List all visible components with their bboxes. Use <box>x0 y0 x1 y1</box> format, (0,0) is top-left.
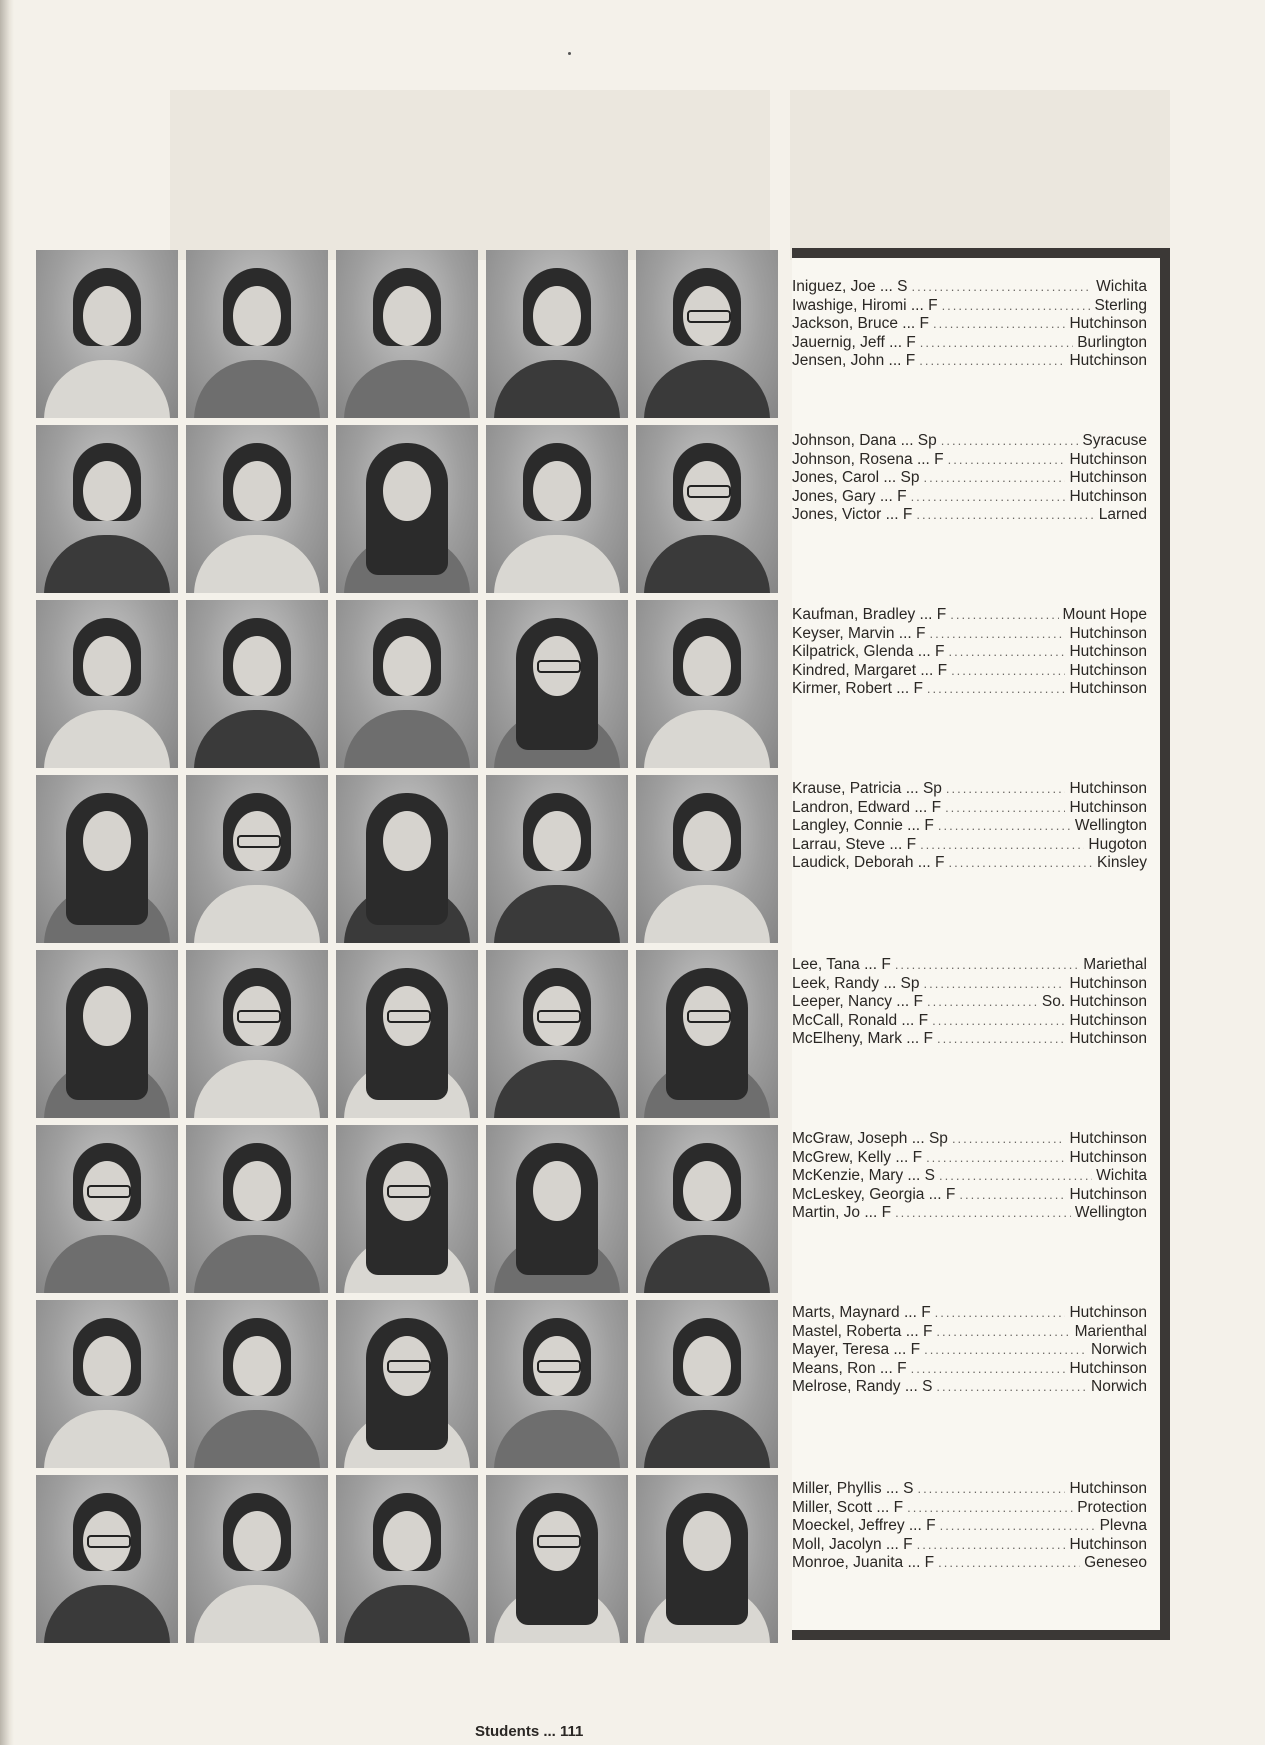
leader-dots <box>927 993 1038 1012</box>
leader-dots <box>940 1517 1096 1536</box>
student-portrait <box>336 600 478 768</box>
portrait-body-shape <box>644 1235 770 1293</box>
roster-entry <box>792 334 1147 353</box>
portrait-body-shape <box>644 1410 770 1468</box>
portrait-body-shape <box>194 360 320 418</box>
roster-entry <box>792 469 1147 488</box>
student-portrait <box>636 250 778 418</box>
roster-entry <box>792 643 1147 662</box>
portrait-glasses <box>387 1360 431 1373</box>
roster-group <box>792 1480 1147 1573</box>
student-name: Mastel, Roberta ... F <box>792 1322 933 1340</box>
student-portrait <box>486 250 628 418</box>
hometown: Hutchinson <box>1069 624 1147 642</box>
portrait-body-shape <box>194 1410 320 1468</box>
leader-dots <box>959 1186 1065 1205</box>
leader-dots <box>907 1499 1073 1518</box>
leader-dots <box>927 680 1066 699</box>
student-portrait <box>36 600 178 768</box>
portrait-body-shape <box>494 1410 620 1468</box>
portrait-body-shape <box>344 360 470 418</box>
student-name: McLeskey, Georgia ... F <box>792 1185 956 1203</box>
leader-dots <box>945 799 1065 818</box>
portrait-body-shape <box>44 1235 170 1293</box>
hometown: Hutchinson <box>1069 469 1147 486</box>
portrait-body-shape <box>44 535 170 593</box>
roster-group <box>792 1304 1147 1397</box>
portrait-body-shape <box>44 1410 170 1468</box>
roster-entry <box>792 506 1147 525</box>
student-portrait <box>36 1300 178 1468</box>
hometown: Hutchinson <box>1069 487 1147 505</box>
portrait-body-shape <box>644 885 770 943</box>
portrait-face <box>83 636 131 696</box>
portrait-glasses <box>687 310 731 323</box>
student-portrait <box>336 250 478 418</box>
student-portrait <box>186 950 328 1118</box>
leader-dots <box>942 297 1091 316</box>
student-name: Jones, Gary ... F <box>792 487 907 505</box>
portrait-body-shape <box>44 710 170 768</box>
leader-dots <box>917 1480 1065 1499</box>
print-speck <box>568 52 571 55</box>
portrait-face <box>383 1511 431 1571</box>
name-roster-panel <box>792 248 1170 1640</box>
portrait-face <box>383 636 431 696</box>
roster-entry <box>792 1480 1147 1499</box>
student-portrait <box>36 1475 178 1643</box>
portrait-glasses <box>537 660 581 673</box>
leader-dots <box>946 780 1066 799</box>
roster-entry <box>792 1517 1147 1536</box>
hometown: Wichita <box>1096 278 1147 295</box>
portrait-body-shape <box>644 360 770 418</box>
leader-dots <box>930 625 1066 644</box>
leader-dots <box>951 662 1065 681</box>
roster-entry <box>792 1554 1147 1573</box>
student-portrait <box>486 600 628 768</box>
hometown: Hutchinson <box>1069 1148 1147 1166</box>
portrait-face <box>83 461 131 521</box>
student-name: Johnson, Rosena ... F <box>792 450 944 468</box>
roster-entry <box>792 956 1147 975</box>
student-name: Johnson, Dana ... Sp <box>792 432 937 449</box>
student-name: Landron, Edward ... F <box>792 798 942 816</box>
leader-dots <box>920 836 1084 855</box>
portrait-face <box>233 1511 281 1571</box>
roster-entry <box>792 1304 1147 1323</box>
hometown: So. Hutchinson <box>1041 993 1147 1010</box>
hometown: Hugoton <box>1088 835 1147 853</box>
roster-entry <box>792 1167 1147 1186</box>
roster-entry <box>792 278 1147 297</box>
portrait-face <box>83 1336 131 1396</box>
hometown: Plevna <box>1099 1517 1147 1534</box>
student-name: Leek, Randy ... Sp <box>792 974 920 992</box>
leader-dots <box>941 432 1079 451</box>
leader-dots <box>911 488 1066 507</box>
portrait-glasses <box>687 1010 731 1023</box>
roster-entry <box>792 625 1147 644</box>
student-portrait <box>336 1300 478 1468</box>
portrait-glasses <box>537 1360 581 1373</box>
student-name: McElheny, Mark ... F <box>792 1030 933 1047</box>
student-portrait <box>486 1475 628 1643</box>
portrait-body-shape <box>344 710 470 768</box>
portrait-face <box>683 1336 731 1396</box>
student-name: McGrew, Kelly ... F <box>792 1148 923 1166</box>
roster-group <box>792 278 1147 371</box>
portrait-body-shape <box>194 1585 320 1643</box>
roster-entry <box>792 297 1147 316</box>
roster-entry <box>792 488 1147 507</box>
student-portrait <box>186 1125 328 1293</box>
student-name: Iniguez, Joe ... S <box>792 278 908 295</box>
roster-entry <box>792 1499 1147 1518</box>
hometown: Hutchinson <box>1069 1480 1147 1497</box>
portrait-face <box>233 286 281 346</box>
student-portrait <box>636 1475 778 1643</box>
leader-dots <box>935 1304 1066 1323</box>
roster-group <box>792 432 1147 525</box>
student-portrait <box>336 425 478 593</box>
student-portrait <box>336 1125 478 1293</box>
roster-entry <box>792 1149 1147 1168</box>
roster-group <box>792 606 1147 699</box>
student-portrait <box>36 775 178 943</box>
hometown: Hutchinson <box>1069 974 1147 992</box>
roster-entry <box>792 854 1147 873</box>
portrait-body-shape <box>644 535 770 593</box>
hometown: Wellington <box>1074 1204 1147 1221</box>
leader-dots <box>924 975 1066 994</box>
roster-entry <box>792 1012 1147 1031</box>
student-name: McCall, Ronald ... F <box>792 1011 929 1029</box>
portrait-face <box>233 636 281 696</box>
student-name: Miller, Phyllis ... S <box>792 1480 914 1497</box>
portrait-face <box>233 1161 281 1221</box>
student-name: McGraw, Joseph ... Sp <box>792 1130 948 1147</box>
roster-group <box>792 780 1147 873</box>
student-portrait <box>186 425 328 593</box>
student-portrait <box>36 425 178 593</box>
leader-dots <box>919 352 1065 371</box>
hometown: Hutchinson <box>1069 680 1147 697</box>
student-portrait <box>636 425 778 593</box>
student-name: Langley, Connie ... F <box>792 817 934 834</box>
roster-group <box>792 956 1147 1049</box>
student-name: Moeckel, Jeffrey ... F <box>792 1517 936 1534</box>
leader-dots <box>937 1030 1065 1049</box>
student-name: Kirmer, Robert ... F <box>792 680 923 697</box>
portrait-face <box>533 461 581 521</box>
roster-entry <box>792 1360 1147 1379</box>
student-portrait <box>36 1125 178 1293</box>
student-portrait <box>636 600 778 768</box>
roster-entry <box>792 662 1147 681</box>
student-name: Martin, Jo ... F <box>792 1204 892 1221</box>
roster-entry <box>792 1323 1147 1342</box>
roster-entry <box>792 432 1147 451</box>
portrait-body-shape <box>194 535 320 593</box>
student-name: Jauernig, Jeff ... F <box>792 333 916 351</box>
student-name: Jensen, John ... F <box>792 352 916 369</box>
hometown: Hutchinson <box>1069 1030 1147 1047</box>
portrait-glasses <box>87 1185 131 1198</box>
student-name: Moll, Jacolyn ... F <box>792 1535 913 1553</box>
student-name: Mayer, Teresa ... F <box>792 1341 921 1358</box>
student-name: Miller, Scott ... F <box>792 1498 904 1516</box>
roster-entry <box>792 799 1147 818</box>
student-portrait <box>186 600 328 768</box>
portrait-glasses <box>87 1535 131 1548</box>
student-portrait <box>486 1125 628 1293</box>
student-portrait <box>186 775 328 943</box>
hometown: Norwich <box>1091 1378 1147 1395</box>
hometown: Hutchinson <box>1069 1359 1147 1377</box>
hometown: Hutchinson <box>1069 1185 1147 1203</box>
roster-entry <box>792 315 1147 334</box>
roster-entry <box>792 993 1147 1012</box>
leader-dots <box>950 606 1058 625</box>
portrait-body-shape <box>194 710 320 768</box>
student-name: Jackson, Bruce ... F <box>792 315 929 332</box>
roster-entry <box>792 680 1147 699</box>
portrait-body-shape <box>494 1060 620 1118</box>
leader-dots <box>926 1149 1065 1168</box>
portrait-body-shape <box>194 1235 320 1293</box>
portrait-body-shape <box>194 1060 320 1118</box>
roster-entry <box>792 780 1147 799</box>
portrait-face <box>683 811 731 871</box>
leader-dots <box>895 1204 1071 1223</box>
student-portrait <box>336 1475 478 1643</box>
student-name: Monroe, Juanita ... F <box>792 1554 935 1571</box>
student-name: Kaufman, Bradley ... F <box>792 606 947 623</box>
hometown: Hutchinson <box>1069 780 1147 797</box>
leader-dots <box>932 1012 1065 1031</box>
portrait-grid <box>36 250 778 1643</box>
hometown: Hutchinson <box>1069 352 1147 369</box>
portrait-face <box>233 461 281 521</box>
roster-entry <box>792 1536 1147 1555</box>
roster-entry <box>792 836 1147 855</box>
hometown: Hutchinson <box>1069 1535 1147 1553</box>
leader-dots <box>939 1167 1092 1186</box>
leader-dots <box>895 956 1079 975</box>
portrait-body-shape <box>494 535 620 593</box>
student-portrait <box>36 250 178 418</box>
portrait-glasses <box>237 1010 281 1023</box>
portrait-body-shape <box>44 1585 170 1643</box>
portrait-body-shape <box>194 885 320 943</box>
hometown: Mariethal <box>1083 956 1147 973</box>
portrait-glasses <box>387 1010 431 1023</box>
leader-dots <box>916 506 1094 525</box>
student-name: Iwashige, Hiromi ... F <box>792 296 938 314</box>
roster-group <box>792 1130 1147 1223</box>
hometown: Kinsley <box>1097 854 1147 871</box>
hometown: Protection <box>1077 1498 1147 1516</box>
hometown: Wellington <box>1074 817 1147 834</box>
hometown: Hutchinson <box>1069 1304 1147 1321</box>
portrait-face <box>83 986 131 1046</box>
portrait-body-shape <box>494 885 620 943</box>
portrait-glasses <box>387 1185 431 1198</box>
leader-dots <box>917 1536 1066 1555</box>
student-name: Larrau, Steve ... F <box>792 835 917 853</box>
faded-plate <box>790 90 1170 260</box>
leader-dots <box>924 469 1066 488</box>
student-portrait <box>636 1300 778 1468</box>
portrait-face <box>233 1336 281 1396</box>
faded-plate <box>170 90 770 260</box>
roster-entry <box>792 1204 1147 1223</box>
student-portrait <box>636 1125 778 1293</box>
portrait-glasses <box>537 1010 581 1023</box>
student-name: Lee, Tana ... F <box>792 956 891 973</box>
portrait-face <box>383 811 431 871</box>
leader-dots <box>938 1554 1080 1573</box>
roster-entry <box>792 1378 1147 1397</box>
roster-entry <box>792 1130 1147 1149</box>
roster-entry <box>792 1341 1147 1360</box>
leader-dots <box>911 1360 1066 1379</box>
binding-shadow <box>0 0 14 1745</box>
hometown: Mount Hope <box>1062 606 1147 623</box>
hometown: Sterling <box>1094 296 1147 314</box>
student-portrait <box>636 950 778 1118</box>
portrait-face <box>383 286 431 346</box>
hometown: Syracuse <box>1082 432 1147 449</box>
portrait-face <box>683 1161 731 1221</box>
portrait-face <box>83 811 131 871</box>
leader-dots <box>911 278 1092 297</box>
leader-dots <box>936 1323 1070 1342</box>
portrait-glasses <box>537 1535 581 1548</box>
portrait-glasses <box>687 485 731 498</box>
student-name: Kindred, Margaret ... F <box>792 661 948 679</box>
roster-entry <box>792 1186 1147 1205</box>
student-portrait <box>486 950 628 1118</box>
hometown: Hutchinson <box>1069 661 1147 679</box>
student-portrait <box>636 775 778 943</box>
leader-dots <box>949 854 1094 873</box>
leader-dots <box>952 1130 1066 1149</box>
student-portrait <box>336 950 478 1118</box>
hometown: Geneseo <box>1084 1554 1147 1571</box>
portrait-body-shape <box>644 710 770 768</box>
student-name: Krause, Patricia ... Sp <box>792 780 942 797</box>
portrait-face <box>533 1161 581 1221</box>
hometown: Hutchinson <box>1069 315 1147 332</box>
student-portrait <box>486 1300 628 1468</box>
hometown: Marienthal <box>1074 1322 1147 1340</box>
hometown: Hutchinson <box>1069 798 1147 816</box>
portrait-body-shape <box>494 360 620 418</box>
portrait-body-shape <box>344 1585 470 1643</box>
student-name: McKenzie, Mary ... S <box>792 1167 935 1184</box>
student-name: Laudick, Deborah ... F <box>792 854 945 871</box>
roster-entry <box>792 1030 1147 1049</box>
student-portrait <box>186 1300 328 1468</box>
hometown: Burlington <box>1077 333 1147 351</box>
leader-dots <box>933 315 1065 334</box>
portrait-glasses <box>237 835 281 848</box>
student-name: Jones, Victor ... F <box>792 506 913 523</box>
portrait-face <box>383 461 431 521</box>
student-name: Keyser, Marvin ... F <box>792 624 926 642</box>
leader-dots <box>938 817 1071 836</box>
hometown: Hutchinson <box>1069 450 1147 468</box>
roster-entry <box>792 817 1147 836</box>
student-portrait <box>486 775 628 943</box>
leader-dots <box>948 643 1065 662</box>
student-name: Jones, Carol ... Sp <box>792 469 920 486</box>
roster-entry <box>792 975 1147 994</box>
portrait-face <box>83 286 131 346</box>
leader-dots <box>920 334 1073 353</box>
hometown: Hutchinson <box>1069 643 1147 660</box>
hometown: Hutchinson <box>1069 1130 1147 1147</box>
hometown: Hutchinson <box>1069 1011 1147 1029</box>
student-portrait <box>186 1475 328 1643</box>
portrait-face <box>683 636 731 696</box>
student-name: Melrose, Randy ... S <box>792 1378 933 1395</box>
student-name: Marts, Maynard ... F <box>792 1304 931 1321</box>
page-footer: Students ... 111 <box>475 1723 584 1740</box>
student-portrait <box>336 775 478 943</box>
student-name: Kilpatrick, Glenda ... F <box>792 643 945 660</box>
hometown: Larned <box>1098 506 1147 523</box>
portrait-body-shape <box>44 360 170 418</box>
leader-dots <box>936 1378 1087 1397</box>
portrait-face <box>683 1511 731 1571</box>
leader-dots <box>948 451 1066 470</box>
student-portrait <box>186 250 328 418</box>
leader-dots <box>924 1341 1087 1360</box>
roster-entry <box>792 606 1147 625</box>
student-portrait <box>36 950 178 1118</box>
student-name: Leeper, Nancy ... F <box>792 993 923 1010</box>
student-name: Means, Ron ... F <box>792 1359 907 1377</box>
portrait-face <box>533 286 581 346</box>
roster-entry <box>792 451 1147 470</box>
student-portrait <box>486 425 628 593</box>
portrait-face <box>533 811 581 871</box>
roster-entry <box>792 352 1147 371</box>
hometown: Norwich <box>1091 1341 1147 1358</box>
hometown: Wichita <box>1096 1167 1147 1184</box>
